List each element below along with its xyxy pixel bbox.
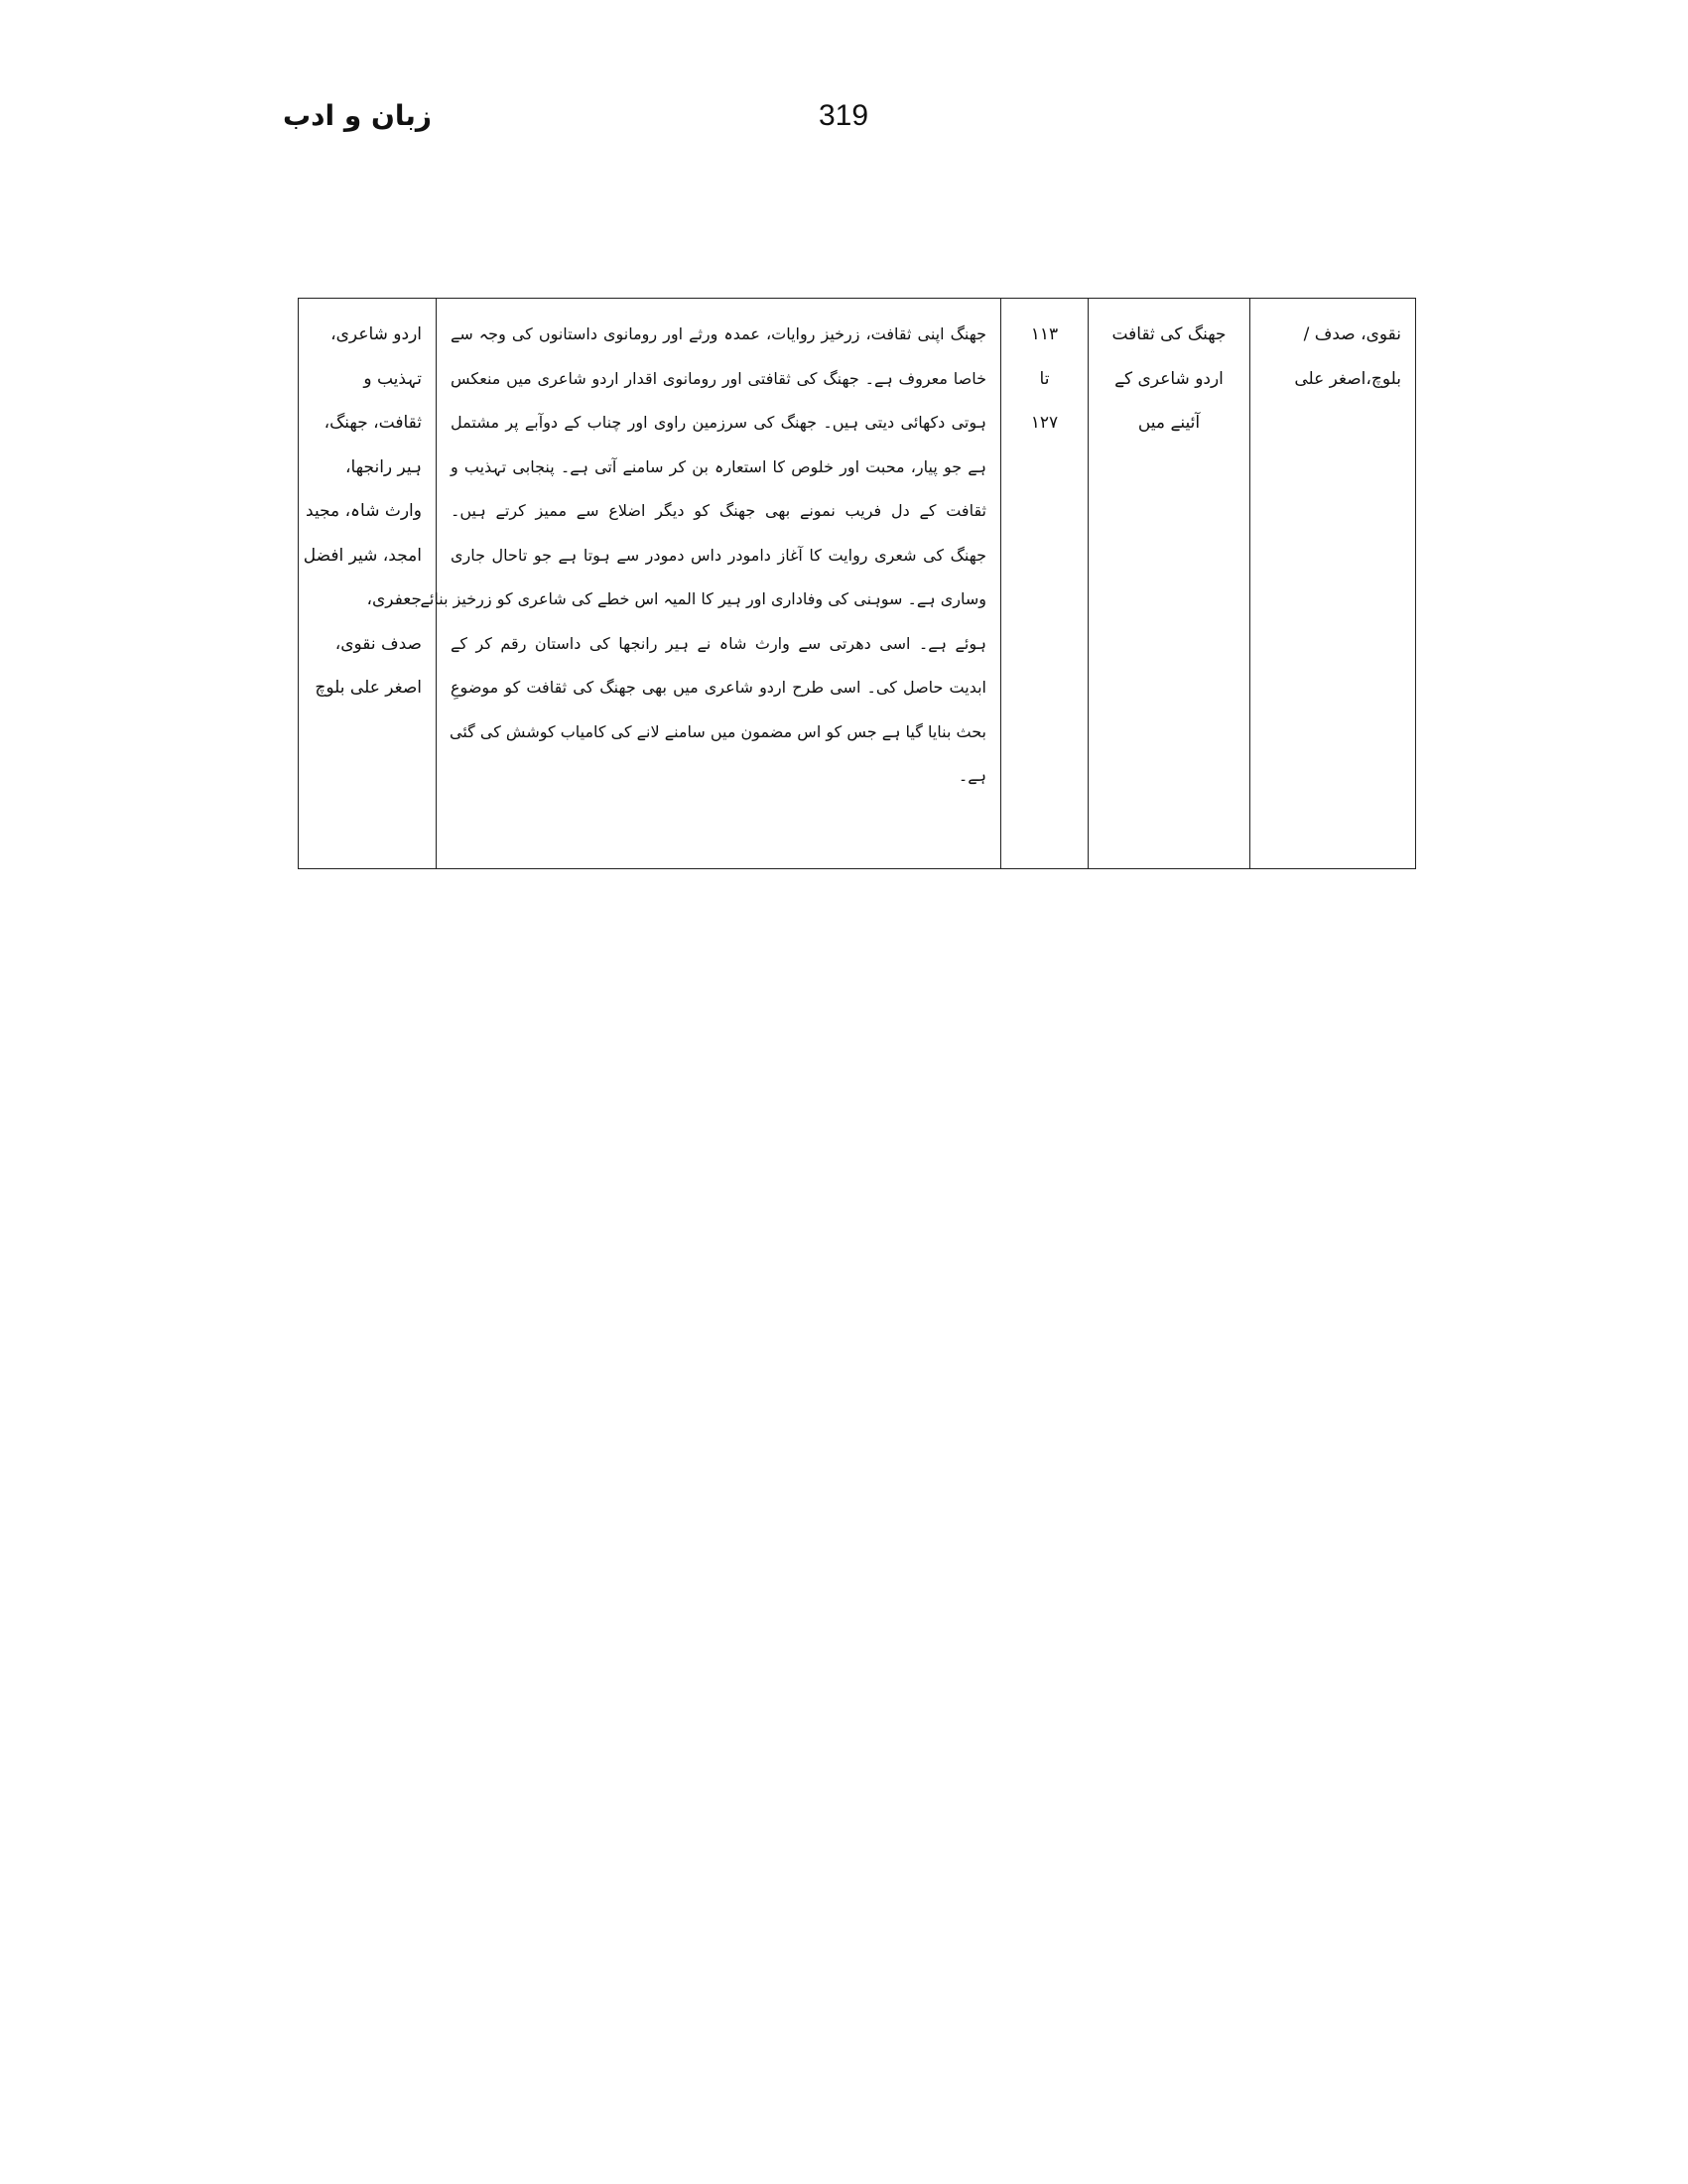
keyword-line: وارث شاہ، مجید	[306, 501, 422, 521]
abstract-line: جھنگ اپنی ثقافت، زرخیز روایات، عمدہ ورثے اور رومانوی داستانوں کی وجہ سے	[451, 324, 986, 343]
page-header	[0, 0, 1688, 159]
table-row	[299, 299, 1416, 869]
abstract-line: ہے جو پیار، محبت اور خلوص کا استعارہ بن کر سامنے آتی ہے۔ پنجابی تہذیب و	[451, 456, 986, 476]
running-head-journal-name: زبان و ادب	[283, 99, 433, 132]
keyword-line: جعفری،	[366, 589, 422, 609]
page-range-line: ۱۱۳	[1030, 324, 1059, 344]
keyword-line: صدف نقوی،	[334, 633, 422, 654]
page-range-line: ۱۲۷	[1030, 413, 1059, 433]
authors-line: بلوچ،اصغر علی	[1294, 368, 1401, 389]
title-line: اردو شاعری کے	[1114, 368, 1224, 389]
page-range-line: تا	[1039, 368, 1050, 389]
abstract-line: ابدیت حاصل کی۔ اسی طرح اردو شاعری میں بھی جھنگ کی ثقافت کو موضوعِ	[451, 678, 986, 697]
title-line: آئینے میں	[1137, 413, 1201, 433]
keyword-line: ہیر رانجھا،	[344, 456, 422, 477]
abstract-line: ہوئے ہے۔ اسی دھرتی سے وارث شاہ نے ہیر رانجھا کی داستان رقم کر کے	[451, 633, 986, 653]
keyword-line: تہذیب و	[363, 368, 422, 389]
abstract-line: جھنگ کی شعری روایت کا آغاز دامودر داس دمودر سے ہوتا ہے جو تاحال جاری	[451, 545, 986, 565]
keyword-line: امجد، شیر افضل	[303, 545, 422, 566]
keyword-line: اردو شاعری،	[330, 324, 422, 344]
authors-cell	[1250, 299, 1416, 869]
abstract-line: بحث بنایا گیا ہے جس کو اس مضمون میں سامنے لانے کی کامیاب کوشش کی گئی	[450, 721, 986, 741]
keyword-line: ثقافت، جھنگ،	[324, 413, 422, 433]
page-number: 319	[818, 99, 869, 132]
abstract-line: ہوتی دکھائی دیتی ہیں۔ جھنگ کی سرزمین راوی اور چناب کے دوآبے پر مشتمل	[451, 413, 986, 432]
article-index-table	[298, 298, 1416, 869]
title-line: جھنگ کی ثقافت	[1111, 324, 1227, 344]
abstract-cell	[420, 299, 1001, 869]
abstract-line: ہے۔	[958, 766, 986, 785]
keywords-cell	[299, 299, 437, 869]
keyword-line: اصغر علی بلوچ	[315, 678, 422, 698]
abstract-line: وساری ہے۔ سوہنی کی وفاداری اور ہیر کا المیہ اس خطے کی شاعری کو زرخیز بنائے	[420, 589, 986, 608]
page-range-cell	[1001, 299, 1089, 869]
authors-line: نقوی، صدف /	[1303, 324, 1401, 344]
article-title-cell	[1089, 299, 1250, 869]
abstract-line: خاصا معروف ہے۔ جھنگ کی ثقافتی اور رومانوی اقدار اردو شاعری میں منعکس	[451, 368, 986, 388]
abstract-line: ثقافت کے دل فریب نمونے بھی جھنگ کو دیگر اضلاع سے ممیز کرتے ہیں۔	[451, 501, 986, 520]
